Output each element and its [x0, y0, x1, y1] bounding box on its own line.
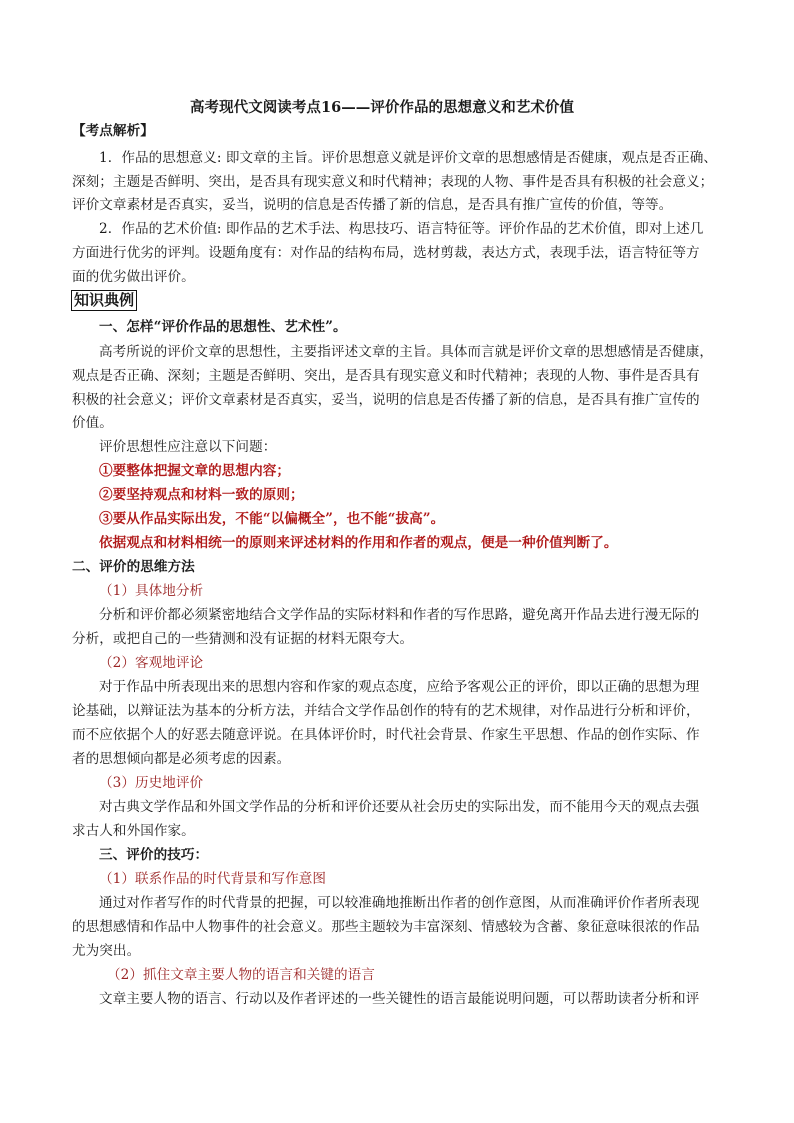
analysis-line: 评价文章素材是否真实，妥当，说明的信息是否传播了新的信息，是否具有推广宣传的价值，等等。 [72, 197, 673, 213]
technique-label: （1）联系作品的时代背景和写作意图 [99, 871, 326, 887]
section-one-paragraph-line: 高考所说的评价文章的思想性，主要指评述文章的主旨。具体而言就是评价文章的思想感情是否健康， [99, 344, 713, 360]
section-two-heading: 二、评价的思维方法 [72, 559, 195, 575]
method-text-line: 分析，或把自己的一些猜测和没有证据的材料无限夸大。 [72, 631, 414, 647]
key-conclusion: 依据观点和材料相统一的原则来评述材料的作用和作者的观点，便是一种价值判断了。 [99, 535, 618, 551]
knowledge-box-label: 知识典例 [71, 290, 137, 311]
section-one-paragraph-line: 积极的社会意义；评价文章素材是否真实，妥当，说明的信息是否传播了新的信息，是否具有推广宣传的 [72, 392, 700, 408]
section-one-paragraph-line: 观点是否正确、深刻；主题是否鲜明、突出，是否具有现实意义和时代精神；表现的人物、事件是否具有 [72, 368, 700, 384]
analysis-line: 2．作品的艺术价值: 即作品的艺术手法、构思技巧、语言特征等。评价作品的艺术价值，即对上述几 [99, 221, 704, 237]
technique-text-line: 的思想感情和作品中人物事件的社会意义。那些主题较为丰富深刻、情感较为含蓄、象征意味很浓的作品 [72, 919, 700, 935]
method-text-line: 求古人和外国作家。 [72, 823, 195, 839]
analysis-line: 面的优劣做出评价。 [72, 269, 195, 285]
document-title: 高考现代文阅读考点16——评价作品的思想意义和艺术价值 [190, 99, 575, 116]
method-label: （1）具体地分析 [99, 583, 204, 599]
section-one-note: 评价思想性应注意以下问题： [99, 439, 277, 455]
technique-label: （2）抓住文章主要人物的语言和关键的语言 [107, 967, 375, 983]
key-point: ①要整体把握文章的思想内容； [99, 463, 291, 479]
method-text-line: 论基础，以辩证法为基本的分析方法，并结合文学作品创作的特有的艺术规律，对作品进行分析和评价， [72, 703, 700, 719]
method-text-line: 对于作品中所表现出来的思想内容和作家的观点态度，应给予客观公正的评价，即以正确的思想为理 [99, 679, 700, 695]
key-point: ③要从作品实际出发，不能“以偏概全”，也不能“拔高”。 [99, 511, 445, 527]
analysis-line: 方面进行优劣的评判。设题角度有：对作品的结构布局，选材剪裁，表达方式，表现手法，语言特征等方 [72, 245, 700, 261]
technique-text-line: 文章主要人物的语言、行动以及作者评述的一些关键性的语言最能说明问题，可以帮助读者分析和评 [99, 991, 700, 1007]
section-one-paragraph-line: 价值。 [72, 415, 113, 431]
section-analysis-heading: 【考点解析】 [72, 123, 154, 139]
analysis-line: 1．作品的思想意义: 即文章的主旨。评价思想意义就是评价文章的思想感情是否健康，观点是否正确、 [99, 150, 718, 166]
method-text-line: 者的思想倾向都是必须考虑的因素。 [72, 751, 291, 767]
method-text-line: 而不应依据个人的好恶去随意评说。在具体评价时，时代社会背景、作家生平思想、作品的创作实际、作 [72, 727, 700, 743]
method-text-line: 分析和评价都必须紧密地结合文学作品的实际材料和作者的写作思路，避免离开作品去进行漫无际的 [99, 607, 700, 623]
method-label: （2）客观地评论 [99, 655, 204, 671]
analysis-line: 深刻；主题是否鲜明、突出，是否具有现实意义和时代精神；表现的人物、事件是否具有积极的社会意义； [72, 174, 714, 190]
method-label: （3）历史地评价 [99, 775, 204, 791]
section-one-heading: 一、怎样“评价作品的思想性、艺术性”。 [99, 319, 347, 335]
method-text-line: 对古典文学作品和外国文学作品的分析和评价还要从社会历史的实际出发，而不能用今天的观点去强 [99, 799, 700, 815]
key-point: ②要坚持观点和材料一致的原则； [99, 487, 304, 503]
technique-text-line: 尤为突出。 [72, 943, 141, 959]
section-three-heading: 三、评价的技巧： [99, 847, 209, 863]
technique-text-line: 通过对作者写作的时代背景的把握，可以较准确地推断出作者的创作意图，从而准确评价作者所表现 [99, 895, 700, 911]
